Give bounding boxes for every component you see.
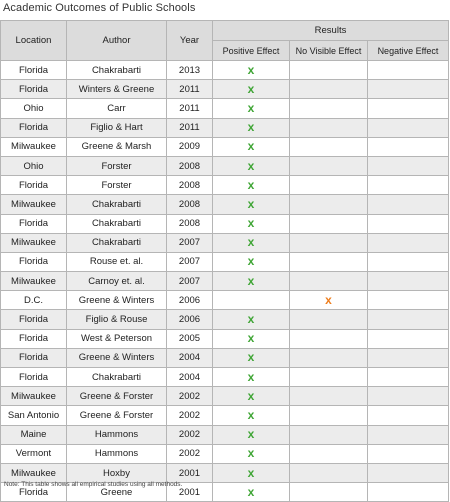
header-author: Author: [67, 21, 167, 61]
no-visible-effect-cell: [290, 329, 368, 348]
table-row: [1, 406, 449, 425]
positive-effect-mark-icon: x: [247, 388, 255, 403]
table-row: [1, 156, 449, 175]
location-cell: Florida: [1, 368, 67, 387]
year-cell: 2008: [167, 176, 213, 195]
no-visible-effect-cell: [290, 463, 368, 482]
location-cell: Milwaukee: [1, 463, 67, 482]
year-cell: 2011: [167, 99, 213, 118]
year-cell: 2008: [167, 214, 213, 233]
table-row: [1, 118, 449, 137]
negative-effect-cell: [368, 156, 449, 175]
positive-effect-cell: [213, 483, 290, 502]
positive-effect-cell: [213, 252, 290, 271]
negative-effect-cell: [368, 291, 449, 310]
location-cell: Florida: [1, 214, 67, 233]
author-cell: Chakrabarti: [67, 214, 167, 233]
negative-effect-cell: [368, 252, 449, 271]
author-cell: Greene & Winters: [67, 348, 167, 367]
location-cell: Maine: [1, 425, 67, 444]
positive-effect-cell: [213, 195, 290, 214]
negative-effect-cell: [368, 80, 449, 99]
no-visible-effect-cell: [290, 156, 368, 175]
positive-effect-cell: [213, 214, 290, 233]
location-cell: Florida: [1, 483, 67, 502]
author-cell: Carr: [67, 99, 167, 118]
positive-effect-cell: [213, 444, 290, 463]
location-cell: Milwaukee: [1, 137, 67, 156]
positive-effect-cell: [213, 348, 290, 367]
table-row: [1, 291, 449, 310]
no-visible-effect-cell: [290, 425, 368, 444]
year-cell: 2011: [167, 118, 213, 137]
table-row: [1, 444, 449, 463]
positive-effect-cell: [213, 291, 290, 310]
no-visible-effect-cell: [290, 137, 368, 156]
header-no-visible-effect: No Visible Effect: [290, 41, 368, 61]
table-header: [1, 21, 449, 61]
positive-effect-mark-icon: x: [247, 465, 255, 480]
positive-effect-cell: [213, 99, 290, 118]
table-row: [1, 425, 449, 444]
table-row: [1, 233, 449, 252]
author-cell: Hammons: [67, 425, 167, 444]
no-visible-effect-cell: [290, 310, 368, 329]
location-cell: Florida: [1, 80, 67, 99]
table-row: [1, 348, 449, 367]
positive-effect-cell: [213, 156, 290, 175]
positive-effect-mark-icon: x: [247, 407, 255, 422]
author-cell: Forster: [67, 176, 167, 195]
location-cell: Florida: [1, 348, 67, 367]
negative-effect-cell: [368, 118, 449, 137]
positive-effect-cell: [213, 176, 290, 195]
location-cell: San Antonio: [1, 406, 67, 425]
positive-effect-cell: [213, 368, 290, 387]
negative-effect-cell: [368, 368, 449, 387]
table-row: [1, 463, 449, 482]
positive-effect-mark-icon: x: [247, 427, 255, 442]
no-visible-effect-cell: [290, 118, 368, 137]
author-cell: West & Peterson: [67, 329, 167, 348]
table-row: [1, 329, 449, 348]
author-cell: Greene & Forster: [67, 406, 167, 425]
author-cell: Hoxby: [67, 463, 167, 482]
table-body: [1, 61, 449, 502]
positive-effect-cell: [213, 61, 290, 80]
year-cell: 2001: [167, 483, 213, 502]
no-visible-effect-cell: [290, 195, 368, 214]
page-title: Academic Outcomes of Public Schools: [3, 2, 196, 14]
author-cell: Greene & Winters: [67, 291, 167, 310]
positive-effect-mark-icon: x: [247, 369, 255, 384]
no-visible-effect-cell: [290, 176, 368, 195]
no-visible-effect-cell: [290, 252, 368, 271]
author-cell: Greene: [67, 483, 167, 502]
location-cell: Florida: [1, 310, 67, 329]
author-cell: Chakrabarti: [67, 368, 167, 387]
negative-effect-cell: [368, 195, 449, 214]
author-cell: Chakrabarti: [67, 233, 167, 252]
positive-effect-cell: [213, 463, 290, 482]
positive-effect-cell: [213, 272, 290, 291]
positive-effect-cell: [213, 137, 290, 156]
location-cell: Florida: [1, 118, 67, 137]
location-cell: Ohio: [1, 156, 67, 175]
positive-effect-cell: [213, 425, 290, 444]
header-negative-effect: Negative Effect: [368, 41, 449, 61]
table-row: [1, 176, 449, 195]
year-cell: 2008: [167, 156, 213, 175]
negative-effect-cell: [368, 137, 449, 156]
negative-effect-cell: [368, 61, 449, 80]
positive-effect-cell: [213, 310, 290, 329]
table-row: [1, 137, 449, 156]
location-cell: Milwaukee: [1, 233, 67, 252]
positive-effect-mark-icon: x: [247, 350, 255, 365]
author-cell: Chakrabarti: [67, 61, 167, 80]
year-cell: 2007: [167, 272, 213, 291]
location-cell: Florida: [1, 61, 67, 80]
year-cell: 2007: [167, 252, 213, 271]
table-row: [1, 387, 449, 406]
year-cell: 2005: [167, 329, 213, 348]
positive-effect-mark-icon: x: [247, 62, 255, 77]
table-row: [1, 252, 449, 271]
no-visible-effect-cell: [290, 272, 368, 291]
no-visible-effect-cell: [290, 61, 368, 80]
negative-effect-cell: [368, 387, 449, 406]
positive-effect-mark-icon: x: [247, 81, 255, 96]
negative-effect-cell: [368, 176, 449, 195]
positive-effect-mark-icon: x: [247, 196, 255, 211]
no-visible-effect-cell: [290, 406, 368, 425]
location-cell: Florida: [1, 329, 67, 348]
positive-effect-mark-icon: x: [247, 158, 255, 173]
author-cell: Greene & Forster: [67, 387, 167, 406]
negative-effect-cell: [368, 272, 449, 291]
year-cell: 2004: [167, 368, 213, 387]
year-cell: 2008: [167, 195, 213, 214]
outcomes-table: [0, 20, 449, 502]
positive-effect-mark-icon: x: [247, 100, 255, 115]
no-visible-effect-cell: [290, 387, 368, 406]
header-results: Results: [213, 21, 449, 41]
author-cell: Figlio & Hart: [67, 118, 167, 137]
negative-effect-cell: [368, 99, 449, 118]
no-visible-effect-cell: [290, 348, 368, 367]
footnote: Note: This table shows all empirical studies using all methods.: [4, 481, 183, 488]
author-cell: Hammons: [67, 444, 167, 463]
positive-effect-mark-icon: x: [247, 120, 255, 135]
negative-effect-cell: [368, 329, 449, 348]
no-visible-effect-cell: [290, 291, 368, 310]
year-cell: 2002: [167, 425, 213, 444]
year-cell: 2001: [167, 463, 213, 482]
negative-effect-cell: [368, 214, 449, 233]
header-location: Location: [1, 21, 67, 61]
year-cell: 2009: [167, 137, 213, 156]
negative-effect-cell: [368, 310, 449, 329]
year-cell: 2007: [167, 233, 213, 252]
location-cell: Vermont: [1, 444, 67, 463]
author-cell: Greene & Marsh: [67, 137, 167, 156]
year-cell: 2011: [167, 80, 213, 99]
positive-effect-mark-icon: x: [247, 446, 255, 461]
no-visible-effect-cell: [290, 80, 368, 99]
positive-effect-mark-icon: x: [247, 254, 255, 269]
positive-effect-mark-icon: x: [247, 484, 255, 499]
positive-effect-mark-icon: x: [247, 273, 255, 288]
year-cell: 2002: [167, 406, 213, 425]
positive-effect-cell: [213, 80, 290, 99]
year-cell: 2002: [167, 444, 213, 463]
no-visible-effect-cell: [290, 368, 368, 387]
no-visible-effect-cell: [290, 444, 368, 463]
year-cell: 2006: [167, 291, 213, 310]
table-row: [1, 368, 449, 387]
header-positive-effect: Positive Effect: [213, 41, 290, 61]
positive-effect-cell: [213, 233, 290, 252]
positive-effect-cell: [213, 406, 290, 425]
location-cell: D.C.: [1, 291, 67, 310]
author-cell: Rouse et. al.: [67, 252, 167, 271]
negative-effect-cell: [368, 425, 449, 444]
negative-effect-cell: [368, 483, 449, 502]
year-cell: 2004: [167, 348, 213, 367]
author-cell: Forster: [67, 156, 167, 175]
negative-effect-cell: [368, 348, 449, 367]
no-visible-effect-cell: [290, 99, 368, 118]
author-cell: Carnoy et. al.: [67, 272, 167, 291]
positive-effect-mark-icon: x: [247, 177, 255, 192]
positive-effect-mark-icon: x: [247, 235, 255, 250]
year-cell: 2006: [167, 310, 213, 329]
table-row: [1, 61, 449, 80]
table-row: [1, 272, 449, 291]
location-cell: Florida: [1, 252, 67, 271]
table-row: [1, 195, 449, 214]
author-cell: Winters & Greene: [67, 80, 167, 99]
negative-effect-cell: [368, 233, 449, 252]
no-visible-effect-cell: [290, 483, 368, 502]
positive-effect-mark-icon: x: [247, 216, 255, 231]
positive-effect-mark-icon: x: [247, 312, 255, 327]
year-cell: 2002: [167, 387, 213, 406]
positive-effect-cell: [213, 118, 290, 137]
positive-effect-cell: [213, 329, 290, 348]
positive-effect-mark-icon: x: [247, 139, 255, 154]
no-visible-effect-mark-icon: x: [325, 292, 332, 307]
author-cell: Chakrabarti: [67, 195, 167, 214]
table-row: [1, 80, 449, 99]
no-visible-effect-cell: [290, 233, 368, 252]
negative-effect-cell: [368, 463, 449, 482]
header-year: Year: [167, 21, 213, 61]
author-cell: Figlio & Rouse: [67, 310, 167, 329]
positive-effect-cell: [213, 387, 290, 406]
location-cell: Ohio: [1, 99, 67, 118]
positive-effect-mark-icon: x: [247, 331, 255, 346]
location-cell: Florida: [1, 176, 67, 195]
table-row: [1, 310, 449, 329]
no-visible-effect-cell: [290, 214, 368, 233]
year-cell: 2013: [167, 61, 213, 80]
table-row: [1, 99, 449, 118]
location-cell: Milwaukee: [1, 387, 67, 406]
location-cell: Milwaukee: [1, 272, 67, 291]
negative-effect-cell: [368, 406, 449, 425]
location-cell: Milwaukee: [1, 195, 67, 214]
negative-effect-cell: [368, 444, 449, 463]
table-row: [1, 214, 449, 233]
